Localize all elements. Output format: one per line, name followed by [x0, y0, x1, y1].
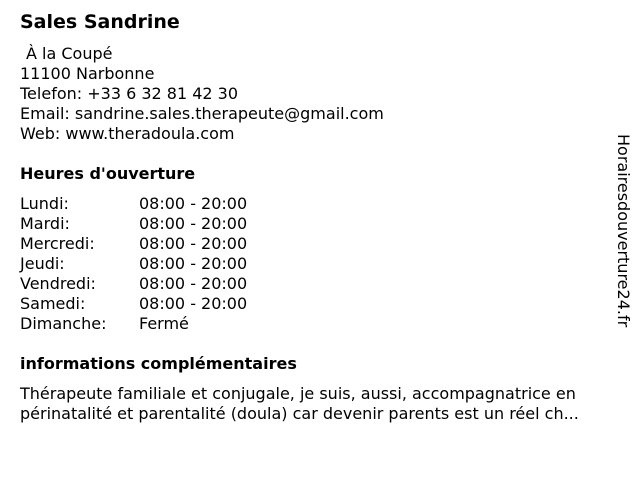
time-value: 08:00 - 20:00 — [139, 214, 248, 233]
time-value: 08:00 - 20:00 — [139, 294, 248, 313]
time-value: 08:00 - 20:00 — [139, 194, 248, 213]
day-label: Vendredi: — [20, 274, 96, 293]
time-value: 08:00 - 20:00 — [139, 234, 248, 253]
additional-info-heading: informations complémentaires — [20, 354, 297, 373]
opening-hours-heading: Heures d'ouverture — [20, 164, 196, 183]
hours-row-vendredi — [20, 274, 247, 294]
time-value: Fermé — [139, 314, 189, 333]
site-watermark: Horairesdouverture24.fr — [614, 134, 633, 328]
day-label: Mercredi: — [20, 234, 95, 253]
day-label: Jeudi: — [20, 254, 65, 273]
time-value: 08:00 - 20:00 — [139, 254, 248, 273]
day-label: Lundi: — [20, 194, 69, 213]
email-line: Email: sandrine.sales.therapeute@gmail.com — [20, 104, 384, 123]
additional-info-text — [20, 384, 632, 424]
hours-row-mercredi — [20, 234, 247, 254]
info-line: Thérapeute familiale et conjugale, je suis, aussi, accompagnatrice en — [20, 384, 576, 403]
street-address: À la Coupé — [26, 44, 113, 63]
city-line: 11100 Narbonne — [20, 64, 155, 83]
day-label: Mardi: — [20, 214, 70, 233]
hours-row-mardi — [20, 214, 247, 234]
business-name: Sales Sandrine — [20, 11, 180, 33]
day-label: Samedi: — [20, 294, 86, 313]
opening-hours-table — [20, 194, 247, 334]
phone-line: Telefon: +33 6 32 81 42 30 — [20, 84, 239, 103]
day-label: Dimanche: — [20, 314, 107, 333]
info-line: périnatalité et parentalité (doula) car devenir parents est un réel ch... — [20, 404, 579, 423]
website-line: Web: www.theradoula.com — [20, 124, 235, 143]
hours-row-lundi — [20, 194, 247, 214]
hours-row-samedi — [20, 294, 247, 314]
time-value: 08:00 - 20:00 — [139, 274, 248, 293]
contact-block — [20, 44, 384, 144]
hours-row-jeudi — [20, 254, 247, 274]
hours-row-dimanche — [20, 314, 247, 334]
